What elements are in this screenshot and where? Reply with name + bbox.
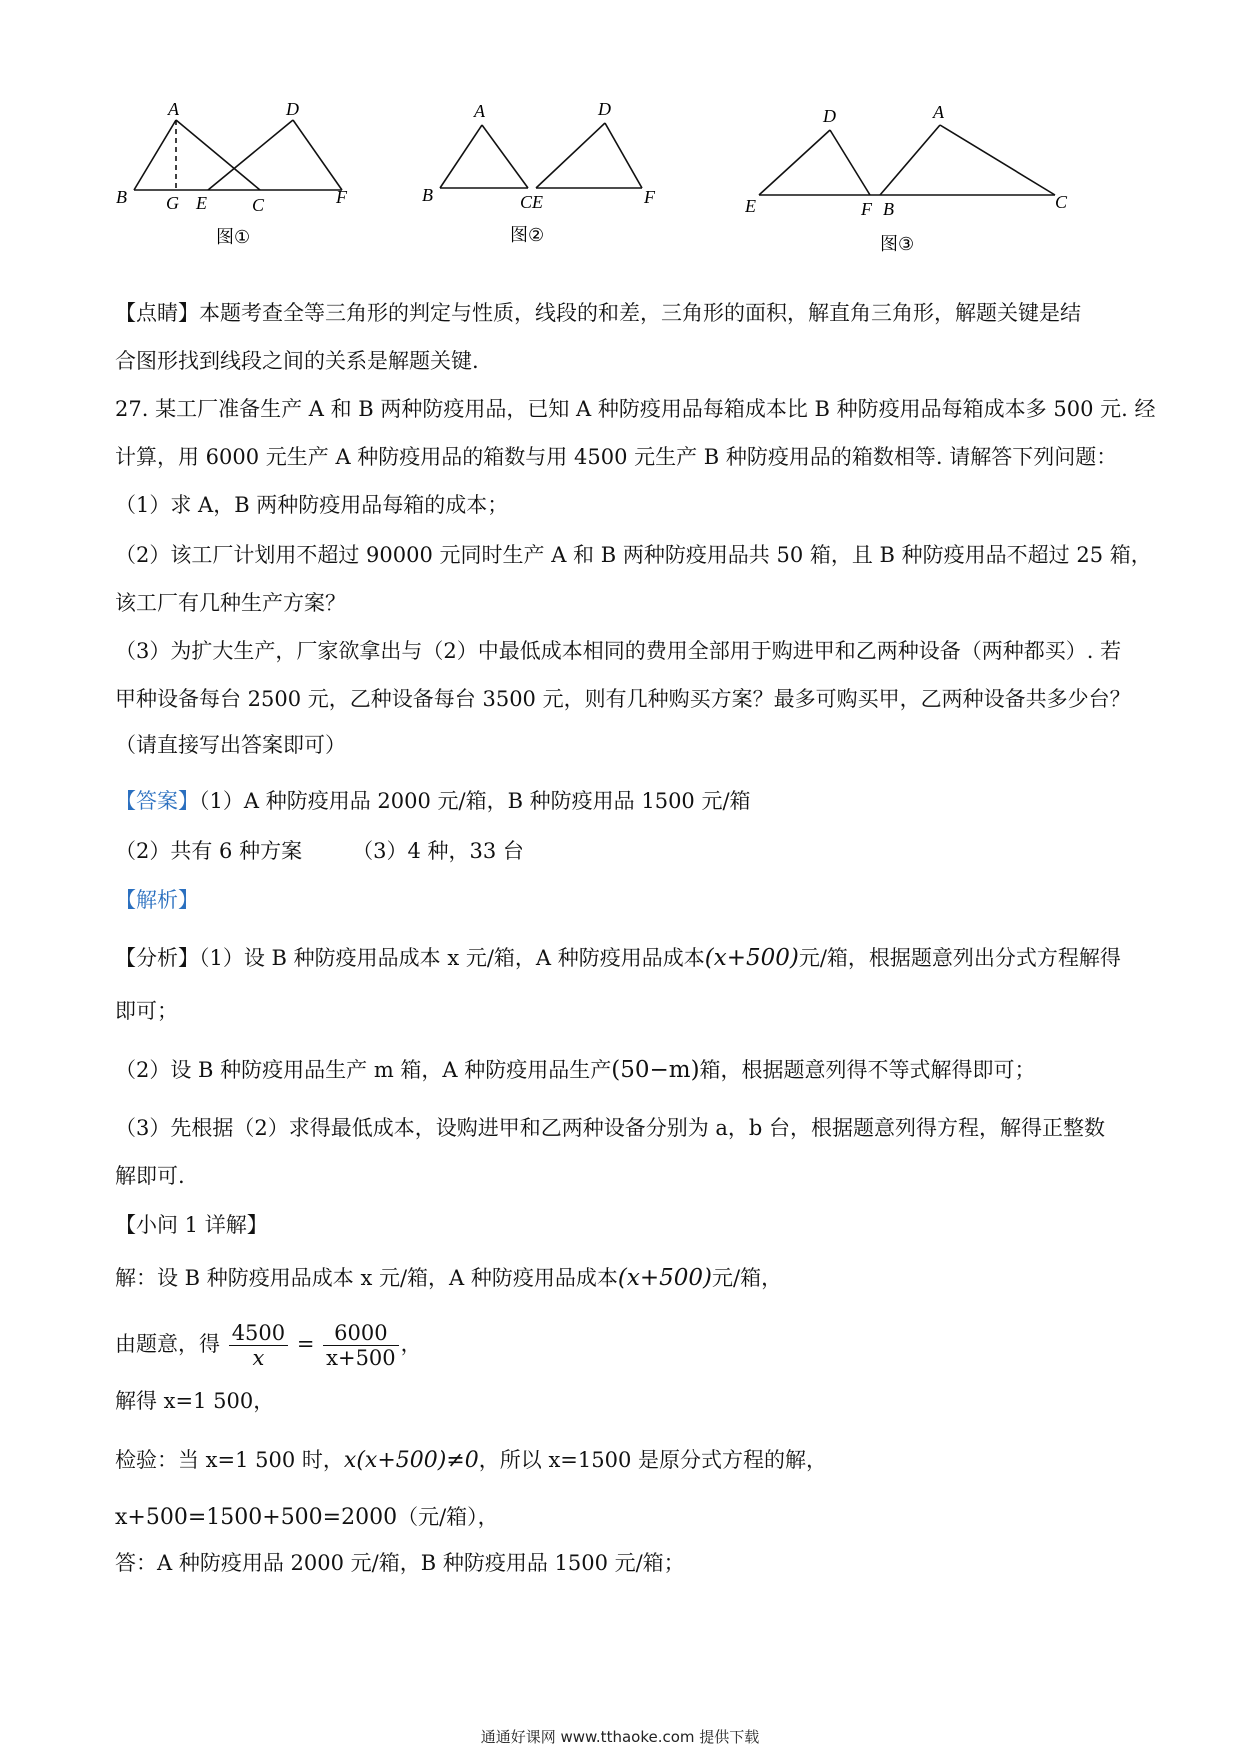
detail-s4-text: 检验：当 x=1 500 时， bbox=[115, 1448, 344, 1472]
fig1-label-F: F bbox=[336, 187, 347, 207]
question-3-line-1: （3）为扩大生产，厂家欲拿出与（2）中最低成本相同的费用全部用于购进甲和乙两种设备（两种都买）. 若 bbox=[115, 639, 1122, 663]
fig3-label-A: A bbox=[933, 102, 944, 122]
detail-s4-text-b: ，所以 x=1500 是原分式方程的解， bbox=[478, 1448, 827, 1472]
fig1-label-C: C bbox=[252, 195, 265, 215]
analysis-line-1 bbox=[115, 943, 1121, 973]
fig2-label-F: F bbox=[644, 187, 655, 207]
analysis-tag: 【解析】 bbox=[115, 888, 199, 912]
fraction-1-denominator: x bbox=[252, 1346, 265, 1370]
fig1-label-D: D bbox=[286, 99, 299, 119]
detail-s1-text-b: 元/箱， bbox=[712, 1266, 783, 1290]
fig3-label-E: E bbox=[745, 196, 756, 216]
fig1-caption: 图① bbox=[216, 227, 251, 248]
fig3-label-D: D bbox=[823, 106, 836, 126]
problem-stem-2: 计算，用 6000 元生产 A 种防疫用品的箱数与用 4500 元生产 B 种防疫用品的箱数相等. 请解答下列问题： bbox=[115, 445, 1118, 469]
figure-1 bbox=[110, 95, 370, 265]
fraction-1 bbox=[229, 1321, 288, 1370]
question-1: （1）求 A，B 两种防疫用品每箱的成本； bbox=[115, 493, 509, 517]
comment-line-2: 合图形找到线段之间的关系是解题关键. bbox=[115, 349, 479, 373]
figure-2 bbox=[410, 95, 670, 265]
fig1-label-E: E bbox=[196, 193, 207, 213]
answer-line-1 bbox=[115, 786, 751, 816]
analysis-p2-text-b: 箱，根据题意列得不等式解得即可； bbox=[699, 1058, 1036, 1082]
fig2-label-D: D bbox=[598, 99, 611, 119]
analysis-p1-expr: (x+500) bbox=[704, 945, 799, 971]
analysis-p1-text: 【分析】（1）设 B 种防疫用品成本 x 元/箱，A 种防疫用品成本 bbox=[115, 946, 705, 970]
comment-line-1: 【点睛】本题考查全等三角形的判定与性质，线段的和差，三角形的面积，解直角三角形，解题关键是结 bbox=[115, 301, 1081, 325]
fig2-caption: 图② bbox=[510, 225, 545, 246]
page-footer: 通通好课网 www.tthaoke.com 提供下载 bbox=[480, 1728, 760, 1746]
question-3-line-3: （请直接写出答案即可） bbox=[115, 733, 346, 757]
fraction-2 bbox=[323, 1321, 399, 1370]
analysis-p2-expr: (50−m) bbox=[611, 1057, 700, 1083]
fig3-caption: 图③ bbox=[880, 234, 915, 255]
detail-line-5 bbox=[115, 1502, 499, 1533]
fig3-label-F: F bbox=[861, 199, 872, 219]
analysis-line-3 bbox=[115, 1055, 1036, 1085]
detail-tag: 【小问 1 详解】 bbox=[115, 1213, 268, 1237]
answer-line-2 bbox=[115, 836, 524, 866]
detail-line-1 bbox=[115, 1263, 782, 1293]
fig1-label-B: B bbox=[116, 187, 127, 207]
answer-tag: 【答案】 bbox=[115, 789, 199, 813]
analysis-line-2: 即可； bbox=[115, 999, 178, 1023]
question-3-line-2: 甲种设备每台 2500 元，乙种设备每台 3500 元，则有几种购买方案？最多可购买甲，乙两种设备共多少台？ bbox=[115, 687, 1131, 711]
analysis-p2-text: （2）设 B 种防疫用品生产 m 箱，A 种防疫用品生产 bbox=[115, 1058, 612, 1082]
answer-1: （1）A 种防疫用品 2000 元/箱，B 种防疫用品 1500 元/箱 bbox=[199, 789, 751, 813]
fig1-label-G: G bbox=[166, 193, 179, 213]
detail-line-3: 解得 x=1 500， bbox=[115, 1389, 275, 1413]
fig2-label-B: B bbox=[422, 185, 433, 205]
analysis-line-4: （3）先根据（2）求得最低成本，设购进甲和乙两种设备分别为 a，b 台，根据题意列得方程，解得正整数 bbox=[115, 1116, 1106, 1140]
analysis-line-5: 解即可. bbox=[115, 1164, 185, 1188]
fraction-2-numerator: 6000 bbox=[323, 1321, 399, 1346]
detail-s2-text-b: ， bbox=[400, 1332, 422, 1356]
detail-s1-expr: (x+500) bbox=[617, 1265, 712, 1291]
detail-line-6: 答：A 种防疫用品 2000 元/箱，B 种防疫用品 1500 元/箱； bbox=[115, 1551, 685, 1575]
detail-line-4 bbox=[115, 1445, 827, 1476]
detail-s1-text: 解：设 B 种防疫用品成本 x 元/箱，A 种防疫用品成本 bbox=[115, 1266, 618, 1290]
fig1-label-A: A bbox=[168, 99, 179, 119]
fig3-label-C: C bbox=[1055, 192, 1068, 212]
detail-s2-text: 由题意，得 bbox=[115, 1332, 220, 1356]
detail-s5-text: （元/箱）， bbox=[397, 1505, 499, 1529]
figure-3 bbox=[745, 100, 1075, 280]
fig3-label-B: B bbox=[883, 199, 894, 219]
analysis-p1-text-b: 元/箱，根据题意列出分式方程解得 bbox=[798, 946, 1121, 970]
question-2-line-2: 该工厂有几种生产方案？ bbox=[115, 591, 346, 615]
answer-3: （3）4 种，33 台 bbox=[352, 839, 524, 863]
fig2-label-C: C bbox=[520, 192, 533, 212]
problem-stem-1: 27. 某工厂准备生产 A 和 B 两种防疫用品，已知 A 种防疫用品每箱成本比 B 种防疫用品每箱成本多 500 元. 经 bbox=[115, 397, 1156, 421]
fraction-2-denominator: x+500 bbox=[326, 1346, 396, 1370]
detail-s4-expr: x(x+500)≠0 bbox=[343, 1448, 479, 1473]
fraction-1-numerator: 4500 bbox=[229, 1321, 288, 1346]
detail-line-2 bbox=[115, 1314, 422, 1374]
equals-sign: = bbox=[296, 1332, 315, 1356]
question-2-line-1: （2）该工厂计划用不超过 90000 元同时生产 A 和 B 两种防疫用品共 50 箱，且 B 种防疫用品不超过 25 箱， bbox=[115, 543, 1152, 567]
fig2-label-A: A bbox=[474, 101, 485, 121]
fig2-label-E: E bbox=[532, 192, 543, 212]
answer-2: （2）共有 6 种方案 bbox=[115, 839, 303, 863]
detail-s5-expr: x+500=1500+500=2000 bbox=[115, 1505, 398, 1530]
